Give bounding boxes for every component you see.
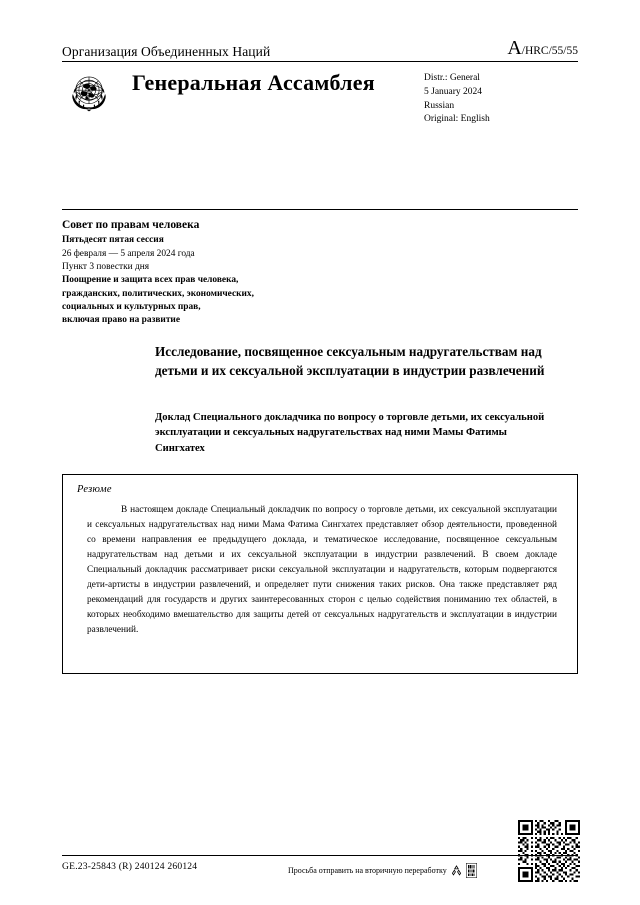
agenda-title-line: социальных и культурных прав,	[62, 302, 201, 313]
distribution-original: Original: English	[424, 114, 490, 125]
report-subtitle: Доклад Специального докладчика по вопросу о торговле детьми, их сексуальной эксплуатации и сексуальных надругательствах над ними Мамы Фатимы Сингхатех	[155, 412, 545, 454]
footer-divider	[62, 855, 578, 856]
un-emblem-icon	[66, 70, 112, 116]
council-name: Совет по правам человека	[62, 219, 200, 231]
summary-label: Резюме	[77, 484, 112, 495]
session-divider	[62, 209, 578, 210]
qr-code	[518, 820, 580, 882]
distribution-line: Distr.: General	[424, 73, 480, 83]
session-dates: 26 февраля — 5 апреля 2024 года	[62, 248, 195, 259]
summary-text: В настоящем докладе Специальный докладчик по вопросу о торговле детьми, их сексуальной эксплуатации и сексуальных надругательствах над ними Мама Фатима Сингхатех представляет обзор деятельности, проведенной со времени направления ее предыдущего доклада, и тематическое исследование, посвященное сексуальным надругательствам над детьми и их сексуальной эксплуатации в индустрии развлечений. В своем докладе Специальный докладчик рассматривает риски сексуальной эксплуатации и надругательств, которым подвергаются дети-артисты в индустрии развлечений, и определяет пути снижения таких рисков. Она также представляет ряд рекомендаций для государств и других заинтересованных сторон с целью содействия пониманию тех областей, в которых необходимо вмешательство для защиты детей от сексуальных надругательств и эксплуатации в индустрии развлечений.	[87, 505, 557, 636]
summary-box	[62, 474, 578, 674]
recycle-note-text: Просьба отправить на вторичную переработку	[288, 866, 447, 875]
qr-code-icon	[518, 820, 580, 882]
document-symbol-rest: /HRC/55/55	[521, 45, 578, 57]
document-symbol-prefix: A	[507, 37, 522, 59]
barcode-icon	[466, 863, 477, 878]
document-symbol	[507, 38, 578, 58]
agenda-title-line: Поощрение и защита всех прав человека,	[62, 275, 239, 286]
recycle-note-group	[288, 863, 477, 878]
session-number: Пятьдесят пятая сессия	[62, 235, 164, 246]
title-block	[155, 343, 545, 380]
masthead	[62, 36, 578, 134]
general-assembly-title: Генеральная Ассамблея	[132, 70, 375, 95]
masthead-top-row	[62, 36, 578, 58]
job-number: GE.23-25843 (R) 240124 260124	[62, 861, 198, 872]
session-block	[62, 217, 402, 328]
page-title: Исследование, посвященное сексуальным надругательствам над детьми и их сексуальной эксплуатации в индустрии развлечений	[155, 344, 545, 378]
organization-name: Организация Объединенных Наций	[62, 43, 271, 59]
distribution-block	[424, 72, 490, 127]
masthead-body	[62, 62, 578, 134]
distribution-date: 5 January 2024	[424, 86, 483, 97]
agenda-item: Пункт 3 повестки дня	[62, 262, 150, 273]
agenda-title-line: включая право на развитие	[62, 315, 180, 326]
agenda-title-line: гражданских, политических, экономических,	[62, 288, 254, 299]
recycling-icon	[450, 864, 463, 877]
distribution-language: Russian	[424, 100, 455, 111]
